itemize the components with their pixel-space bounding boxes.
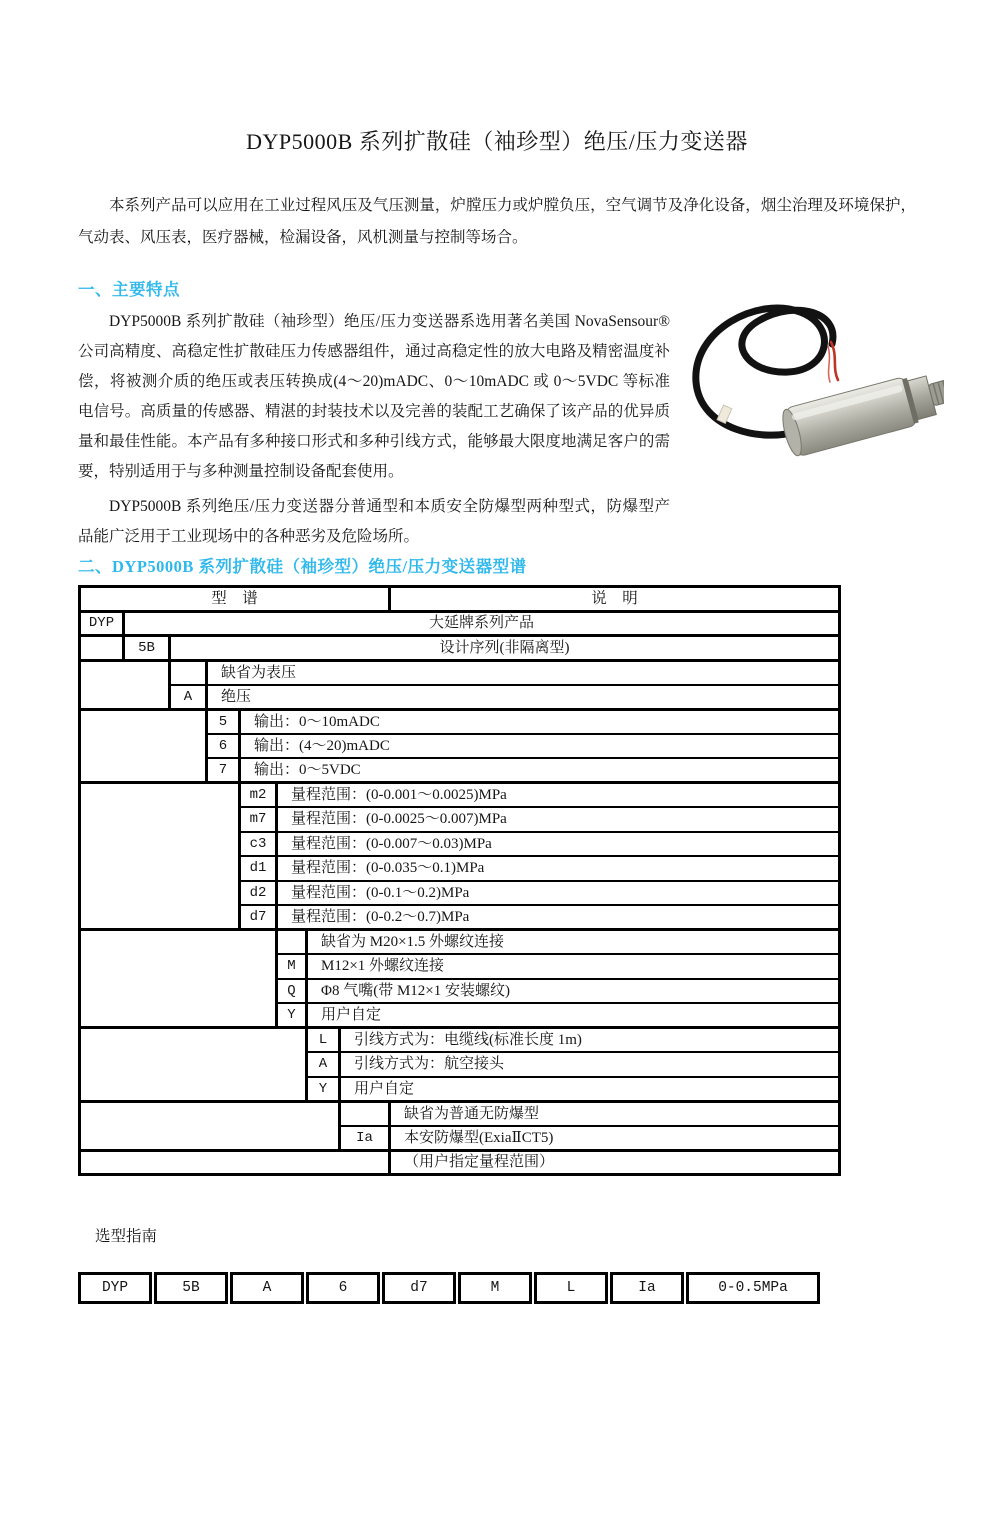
guide-cell-4: 6 (306, 1272, 380, 1304)
type-table-desc-cell: 量程范围：(0-0.0025～0.007)MPa (277, 807, 840, 832)
guide-cell-1: DYP (78, 1272, 152, 1304)
product-photo-svg (672, 278, 944, 476)
guide-cell-6: M (458, 1272, 532, 1304)
features-text-column (78, 278, 670, 552)
type-table-row (80, 660, 840, 685)
type-table-spacer-cell (80, 660, 170, 709)
type-table-desc-cell: 量程范围：(0-0.001～0.0025)MPa (277, 783, 840, 808)
type-table-code-cell: 7 (207, 758, 240, 783)
type-table-spacer-cell (80, 930, 277, 1028)
type-table-row (80, 636, 840, 661)
type-table-code-cell: 5B (124, 636, 170, 661)
type-table-desc-cell: Φ8 气嘴(带 M12×1 安装螺纹) (307, 979, 840, 1004)
guide-cell-3: A (230, 1272, 304, 1304)
type-table-spacer-cell (80, 709, 207, 783)
type-table-desc-cell: 量程范围：(0-0.1～0.2)MPa (277, 881, 840, 906)
type-table-desc-cell: 缺省为表压 (207, 660, 840, 685)
type-table-code-cell: L (307, 1028, 340, 1053)
spectrum-heading-prefix: 二、 (78, 557, 112, 576)
guide-cell-2: 5B (154, 1272, 228, 1304)
type-table-desc-cell: 量程范围：(0-0.007～0.03)MPa (277, 832, 840, 857)
type-table-desc-cell: 缺省为普通无防爆型 (390, 1101, 840, 1126)
product-photo (670, 278, 944, 476)
type-table-row (80, 1101, 840, 1126)
type-table-desc-cell: 缺省为 M20×1.5 外螺纹连接 (307, 930, 840, 955)
guide-cell-9: 0-0.5MPa (686, 1272, 820, 1304)
type-table-header-row (80, 587, 840, 612)
type-table (78, 585, 841, 1176)
type-table-desc-cell: 用户自定 (307, 1003, 840, 1028)
type-table-code-cell: 5 (207, 709, 240, 734)
selection-guide-label: 选型指南 (95, 1228, 158, 1245)
type-table-desc-cell: 输出：0～5VDC (240, 758, 840, 783)
type-table-code-cell: Q (277, 979, 307, 1004)
type-table-code-cell: d1 (240, 856, 277, 881)
type-table-code-cell: d7 (240, 905, 277, 930)
document-title: DYP5000B 系列扩散硅（袖珍型）绝压/压力变送器 (246, 129, 748, 154)
type-table-spacer-cell (80, 783, 240, 930)
type-table-desc-cell: 引线方式为：航空接头 (340, 1052, 840, 1077)
type-table-spacer-cell (80, 1150, 390, 1175)
type-table-code-cell: A (170, 685, 207, 710)
type-table-desc-cell: 引线方式为：电缆线(标准长度 1m) (340, 1028, 840, 1053)
guide-cell-5: d7 (382, 1272, 456, 1304)
type-table-code-cell: m7 (240, 807, 277, 832)
features-paragraph-1: DYP5000B 系列扩散硅（袖珍型）绝压/压力变送器系选用著名美国 NovaSensour®公司高精度、高稳定性扩散硅压力传感器组件，通过高稳定性的放大电路及精密温度补偿，将被测介质的绝压或表压转换成(4～20)mADC、0～10mADC 或 0～5VDC 等标准电信号。高质量的传感器、精湛的封装技术以及完善的装配工艺确保了该产品的优异质量和最佳性能。本产品有多种接口形式和多种引线方式，能够最大限度地满足客户的需要，特别适用于与多种测量控制设备配套使用。 (78, 313, 670, 480)
type-table-code-cell: Ia (340, 1126, 390, 1151)
type-table-code-cell: A (307, 1052, 340, 1077)
type-table-code-cell: 6 (207, 734, 240, 759)
type-table-desc-cell: 量程范围：(0-0.035～0.1)MPa (277, 856, 840, 881)
type-table-row (80, 709, 840, 734)
intro-paragraph: 本系列产品可以应用在工业过程风压及气压测量，炉膛压力或炉膛负压，空气调节及净化设备，烟尘治理及环境保护，气动表、风压表，医疗器械，检漏设备，风机测量与控制等场合。 (78, 197, 916, 246)
features-paragraph-2: DYP5000B 系列绝压/压力变送器分普通型和本质安全防爆型两种型式，防爆型产品能广泛用于工业现场中的各种恶劣及危险场所。 (78, 498, 670, 545)
type-table-spacer-cell (80, 1028, 307, 1102)
type-table-desc-cell: 绝压 (207, 685, 840, 710)
type-table-desc-cell: 用户自定 (340, 1077, 840, 1102)
features-heading: 一、主要特点 (78, 280, 180, 299)
spectrum-heading (78, 555, 916, 579)
type-table-code-cell (170, 660, 207, 685)
type-table-code-cell: M (277, 954, 307, 979)
red-wire-2 (828, 346, 830, 382)
type-table-code-cell: m2 (240, 783, 277, 808)
type-table-code-cell: Y (307, 1077, 340, 1102)
type-table-desc-cell: （用户指定量程范围） (390, 1150, 840, 1175)
features-section (78, 278, 916, 552)
type-table-code-cell: c3 (240, 832, 277, 857)
guide-cell-8: Ia (610, 1272, 684, 1304)
page-root (0, 126, 992, 1304)
type-table-header-description: 说 明 (390, 587, 840, 612)
type-table-desc-cell: 本安防爆型(ExiaⅡCT5) (390, 1126, 840, 1151)
type-table-row (80, 783, 840, 808)
type-table-row (80, 685, 840, 710)
type-table-spacer-cell (80, 636, 124, 661)
type-table-desc-cell: 输出：0～10mADC (240, 709, 840, 734)
type-table-code-cell (277, 930, 307, 955)
type-table-desc-cell: M12×1 外螺纹连接 (307, 954, 840, 979)
type-table-row (80, 930, 840, 955)
guide-cell-7: L (534, 1272, 608, 1304)
spectrum-heading-model: DYP5000B (112, 557, 194, 576)
type-table-code-cell (340, 1101, 390, 1126)
type-table-desc-cell: 量程范围：(0-0.2～0.7)MPa (277, 905, 840, 930)
selection-guide-table (78, 1272, 916, 1304)
type-table-header-model: 型 谱 (80, 587, 390, 612)
type-table-desc-cell: 设计序列(非隔离型) (170, 636, 840, 661)
type-table-row (80, 611, 840, 636)
type-table-desc-cell: 输出：(4～20)mADC (240, 734, 840, 759)
type-table-code-cell: d2 (240, 881, 277, 906)
cable-tie (717, 405, 732, 423)
transmitter-body (779, 364, 944, 458)
type-table-code-cell: Y (277, 1003, 307, 1028)
spectrum-heading-suffix: 系列扩散硅（袖珍型）绝压/压力变送器型谱 (193, 557, 527, 576)
type-table-row (80, 1150, 840, 1175)
type-table-desc-cell: 大延牌系列产品 (124, 611, 840, 636)
red-wire (831, 342, 838, 380)
type-table-code-cell: DYP (80, 611, 124, 636)
type-table-row (80, 1028, 840, 1053)
type-table-spacer-cell (80, 1101, 340, 1150)
